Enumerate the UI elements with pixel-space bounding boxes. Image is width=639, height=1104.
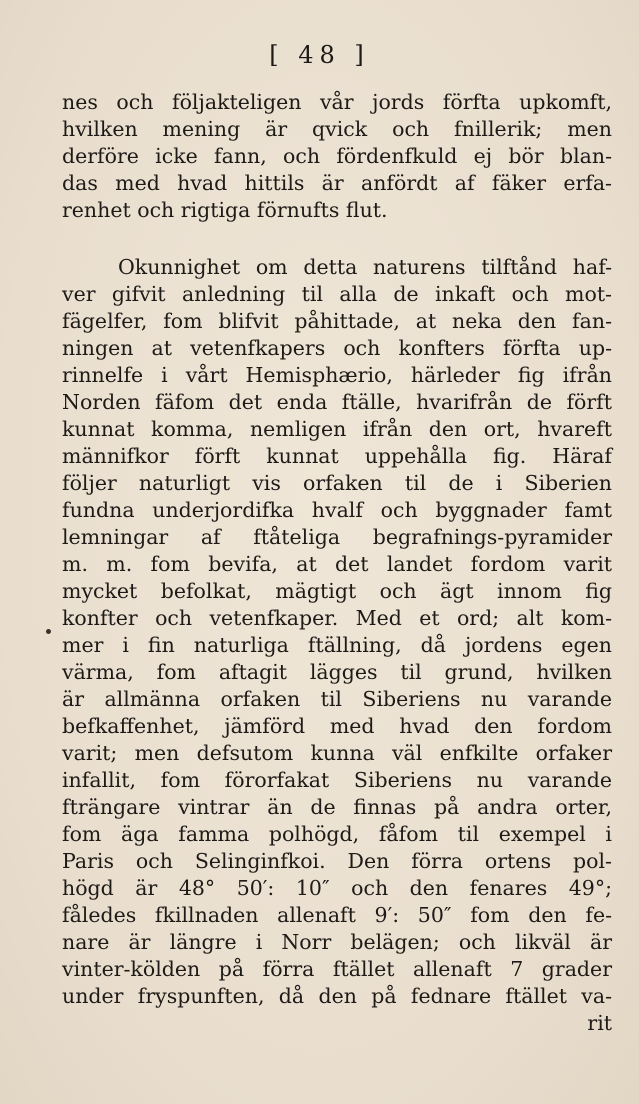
text-line: fträngare vintrar än de finnas på andra orter, bbox=[62, 795, 612, 819]
text-line: fundna underjordifka hvalf och byggnader famt bbox=[62, 498, 612, 522]
text-line: nare är längre i Norr belägen; och likväl är bbox=[62, 930, 612, 954]
text-line: mycket befolkat, mägtigt och ägt innom fig bbox=[62, 579, 612, 603]
text-line: ningen at vetenfkapers och konfters förfta up- bbox=[62, 336, 612, 360]
text-line: rinnelfe i vårt Hemisphærio, härleder fig ifrån bbox=[62, 363, 612, 387]
text-line: befkaffenhet, jämförd med hvad den fordom bbox=[62, 714, 612, 738]
text-line: fom äga famma polhögd, fåfom til exempel i bbox=[62, 822, 612, 846]
text-line: renhet och rigtiga förnufts flut. bbox=[62, 198, 388, 222]
text-line: derföre icke fann, och fördenfkuld ej bör blan- bbox=[62, 144, 612, 168]
text-line: varit; men defsutom kunna väl enfkilte orfaker bbox=[62, 741, 612, 765]
text-line: m. m. fom bevifa, at det landet fordom varit bbox=[62, 552, 612, 576]
text-line: värma, fom aftagit lägges til grund, hvilken bbox=[62, 660, 612, 684]
text-line: infallit, fom förorfakat Siberiens nu varande bbox=[62, 768, 612, 792]
text-line: högd är 48° 50′: 10″ och den fenares 49°; bbox=[62, 876, 612, 900]
catchword: rit bbox=[587, 1011, 612, 1035]
text-line: männifkor förft kunnat uppehålla fig. Häraf bbox=[62, 444, 612, 468]
text-line: mer i fin naturliga ftällning, då jordens egen bbox=[62, 633, 612, 657]
text-line: kunnat komma, nemligen ifrån den ort, hvareft bbox=[62, 417, 612, 441]
text-line: Norden fäfom det enda ftälle, hvarifrån de förft bbox=[62, 390, 612, 414]
text-line: fåledes fkillnaden allenaft 9′: 50″ fom den fe- bbox=[62, 903, 612, 927]
text-line: konfter och vetenfkaper. Med et ord; alt kom- bbox=[62, 606, 612, 630]
text-line: das med hvad hittils är anfördt af fäker erfa- bbox=[62, 171, 612, 195]
text-line: lemningar af ftåteliga begrafnings-pyramider bbox=[62, 525, 612, 549]
page-number: [ 48 ] bbox=[269, 41, 370, 69]
text-line: fägelfer, fom blifvit påhittade, at neka den fan- bbox=[62, 309, 612, 333]
text-line: hvilken mening är qvick och fnillerik; men bbox=[62, 117, 612, 141]
text-line: Okunnighet om detta naturens tilftånd haf- bbox=[118, 255, 612, 279]
text-line: nes och följakteligen vår jords förfta upkomft, bbox=[62, 90, 612, 114]
text-line: under fryspunften, då den på fednare ftället va- bbox=[62, 984, 612, 1008]
ink-mark bbox=[46, 629, 51, 634]
text-line: ver gifvit anledning til alla de inkaft och mot- bbox=[62, 282, 612, 306]
text-line: är allmänna orfaken til Siberiens nu varande bbox=[62, 687, 612, 711]
text-line: vinter-kölden på förra ftället allenaft 7 grader bbox=[62, 957, 612, 981]
text-line: följer naturligt vis orfaken til de i Siberien bbox=[62, 471, 612, 495]
text-line: Paris och Selinginfkoi. Den förra ortens pol- bbox=[62, 849, 612, 873]
